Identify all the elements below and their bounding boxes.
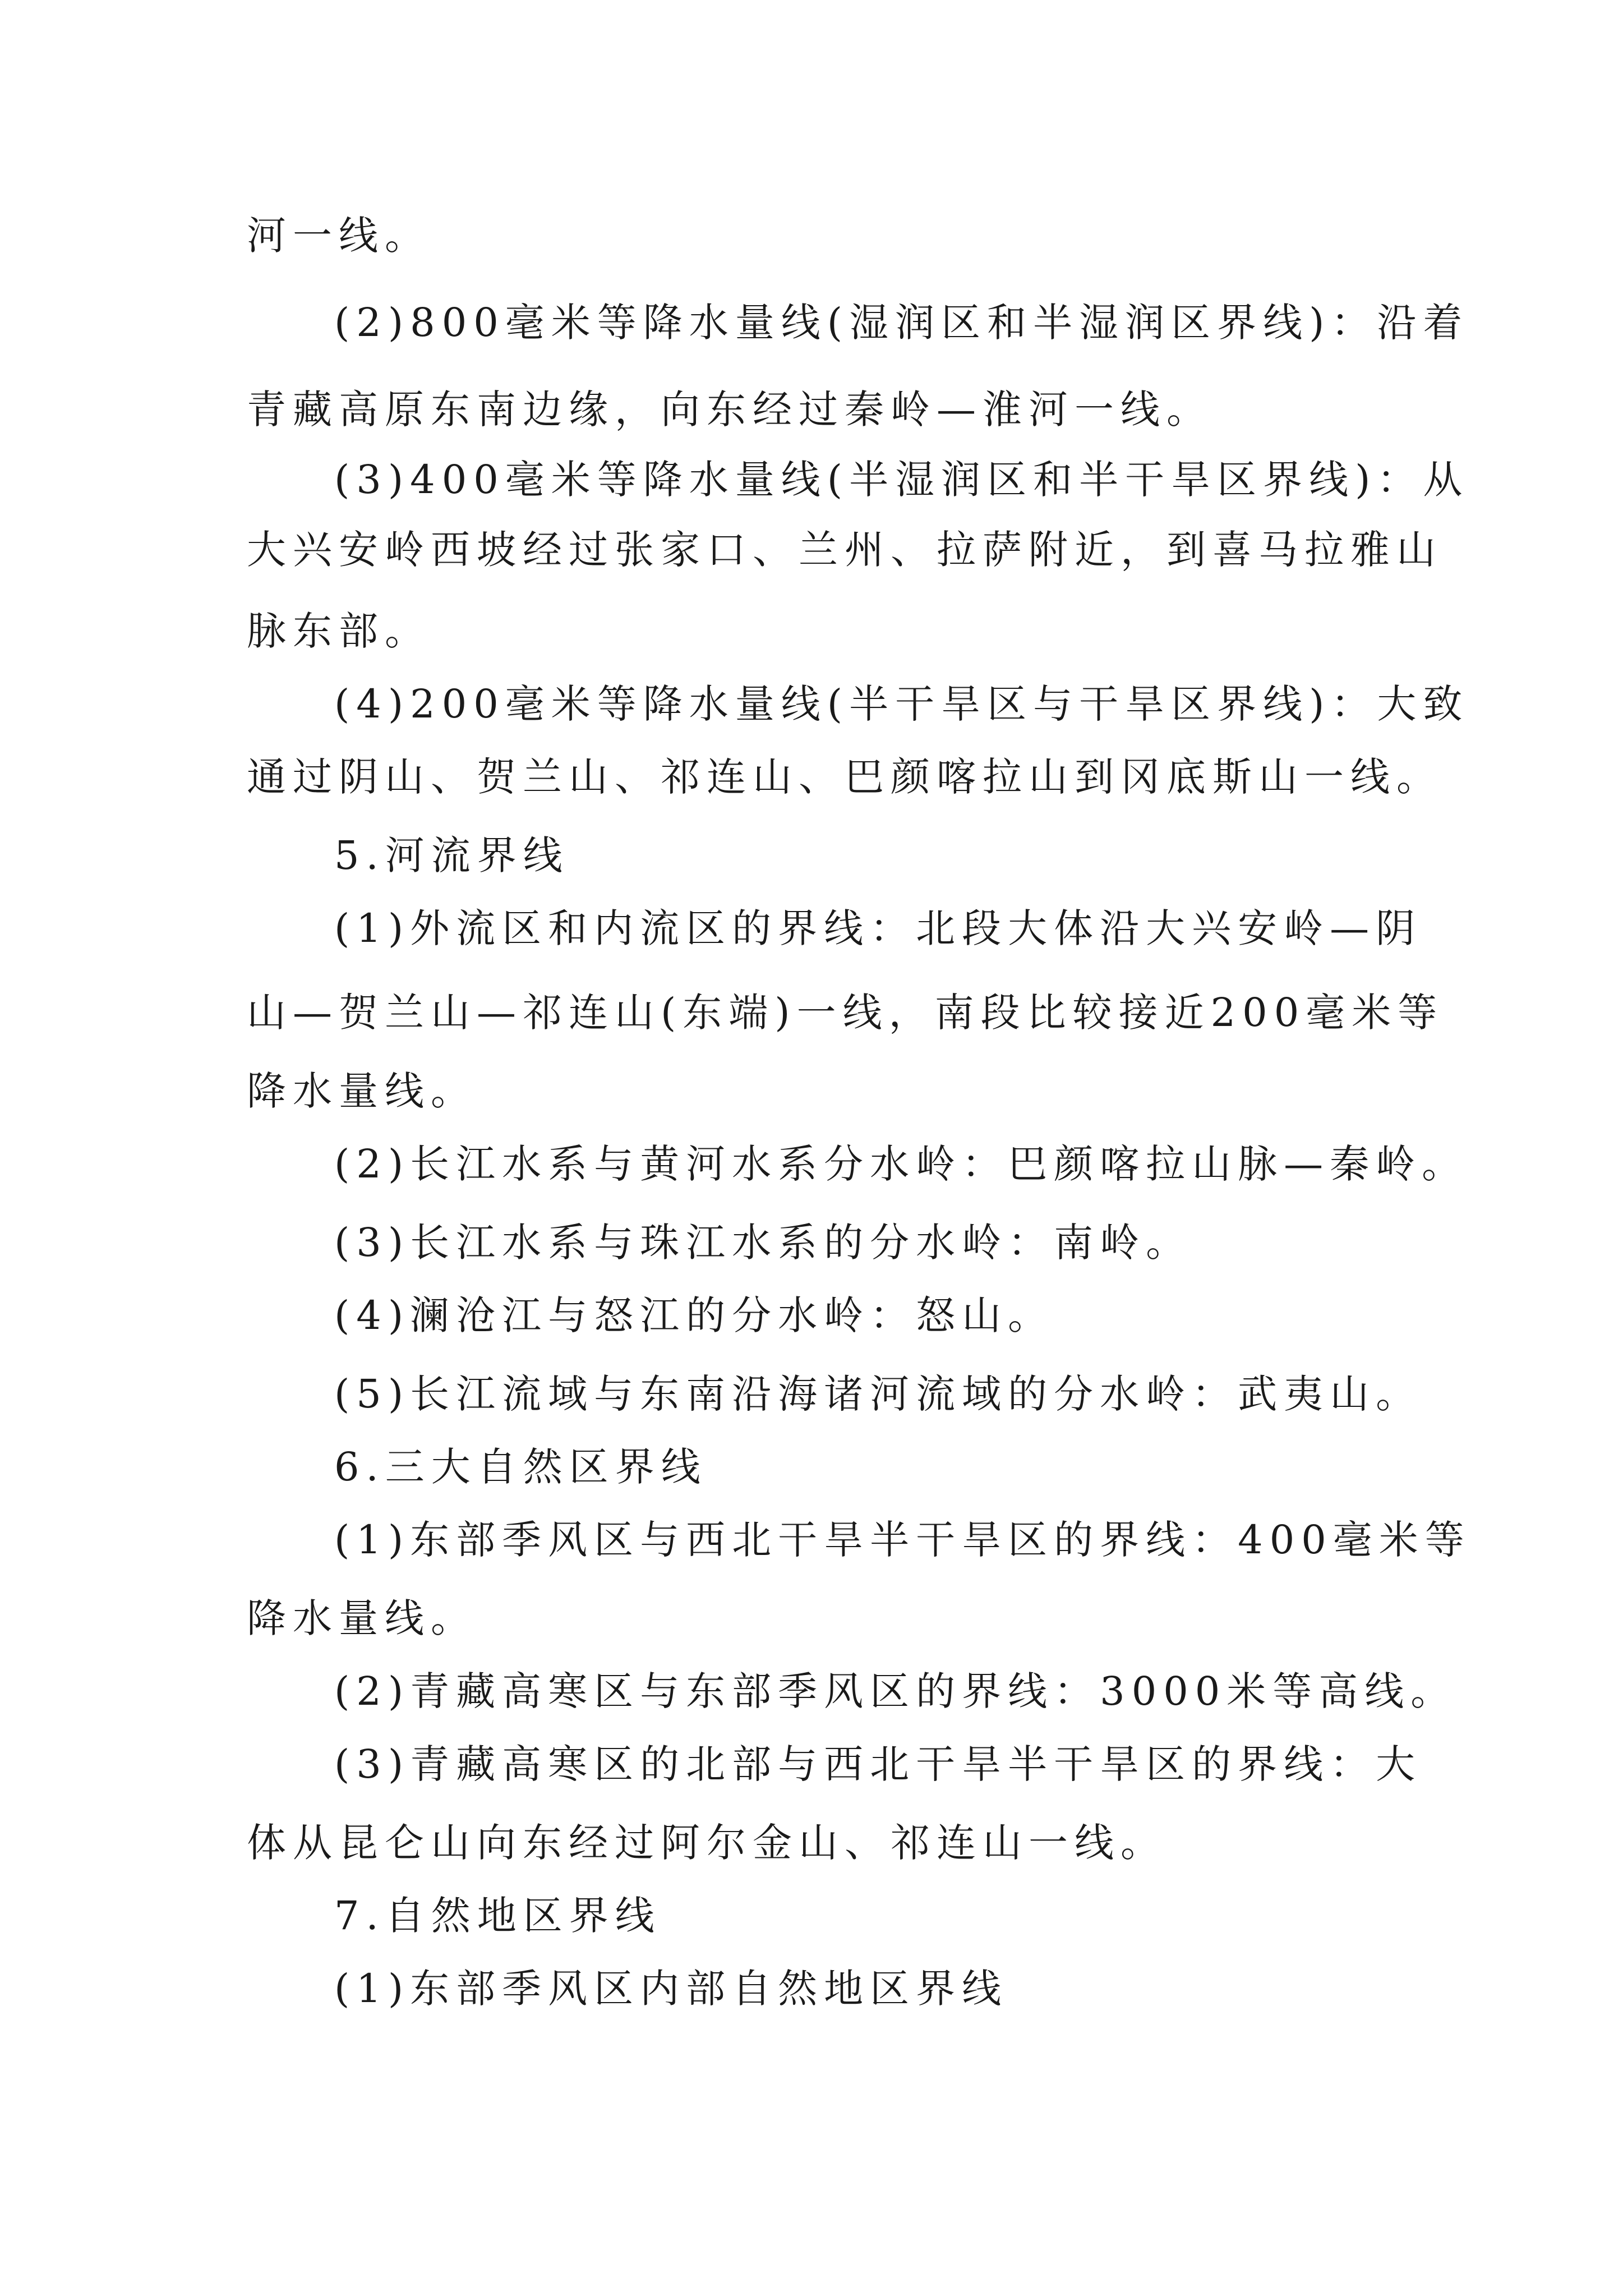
text-line: 降水量线。	[247, 1595, 477, 1641]
section-heading: 7.自然地区界线	[334, 1893, 661, 1939]
text-line: 河一线。	[247, 213, 431, 259]
text-line: 大兴安岭西坡经过张家口、兰州、拉萨附近，到喜马拉雅山	[247, 527, 1442, 573]
text-line: (4)200毫米等降水量线(半干旱区与干旱区界线)：大致	[334, 681, 1469, 727]
text-line: (2)青藏高寒区与东部季风区的界线：3000米等高线。	[334, 1668, 1457, 1714]
text-line: 降水量线。	[247, 1068, 477, 1114]
text-line: (2)800毫米等降水量线(湿润区和半湿润区界线)：沿着	[334, 300, 1469, 346]
section-heading: 5.河流界线	[334, 832, 569, 878]
text-line: (3)400毫米等降水量线(半湿润区和半干旱区界线)：从	[334, 457, 1469, 503]
text-line: 青藏高原东南边缘，向东经过秦岭—淮河一线。	[247, 386, 1212, 432]
text-line: (1)东部季风区内部自然地区界线	[334, 1966, 1008, 2012]
text-line: (4)澜沧江与怒江的分水岭：怒山。	[334, 1292, 1054, 1338]
text-line: (3)长江水系与珠江水系的分水岭：南岭。	[334, 1220, 1192, 1266]
text-line: 山—贺兰山—祁连山(东端)一线，南段比较接近200毫米等	[247, 990, 1444, 1036]
text-line: 脉东部。	[247, 608, 431, 654]
text-line: 体从昆仑山向东经过阿尔金山、祁连山一线。	[247, 1820, 1166, 1866]
text-line: (2)长江水系与黄河水系分水岭：巴颜喀拉山脉—秦岭。	[334, 1141, 1468, 1187]
text-line: (1)东部季风区与西北干旱半干旱区的界线：400毫米等	[334, 1517, 1471, 1563]
text-line: (3)青藏高寒区的北部与西北干旱半干旱区的界线：大	[334, 1741, 1422, 1787]
text-line: (1)外流区和内流区的界线：北段大体沿大兴安岭—阴	[334, 905, 1422, 951]
text-line: 通过阴山、贺兰山、祁连山、巴颜喀拉山到冈底斯山一线。	[247, 754, 1442, 800]
text-line: (5)长江流域与东南沿海诸河流域的分水岭：武夷山。	[334, 1371, 1422, 1417]
section-heading: 6.三大自然区界线	[334, 1444, 707, 1490]
